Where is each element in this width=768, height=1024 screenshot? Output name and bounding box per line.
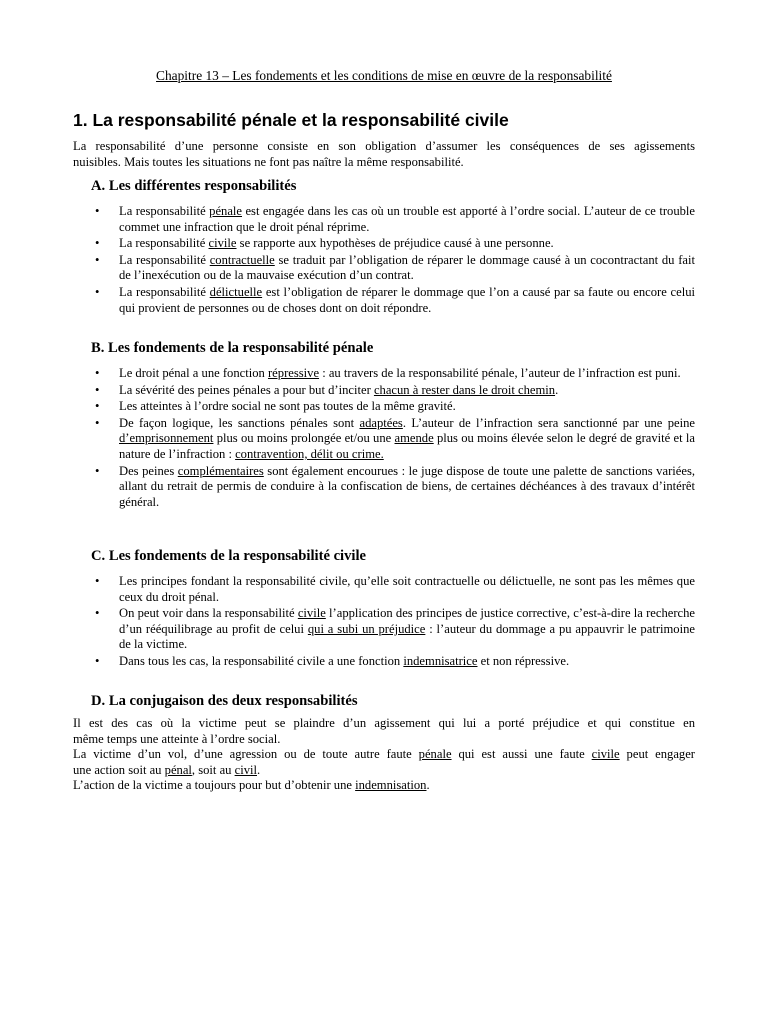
text: La responsabilité bbox=[119, 236, 209, 251]
text: . L’auteur de l’infraction sera sanctionné par une peine bbox=[402, 415, 696, 430]
text: est l’obligation de réparer le dommage que l’on a causé par sa faute ou encore celui qui provient de personnes ou de choses dont on doit répondre. bbox=[119, 284, 695, 315]
text: . bbox=[555, 382, 559, 397]
list-a bbox=[0, 204, 695, 317]
underlined-term: contractuelle bbox=[209, 252, 275, 267]
text: La responsabilité bbox=[119, 284, 210, 299]
underlined-term: délictuelle bbox=[209, 284, 263, 299]
text: La sévérité des peines pénales a pour but d’inciter bbox=[119, 382, 374, 397]
underlined-term: indemnisation bbox=[355, 778, 427, 793]
text: : au travers de la responsabilité pénale, l’auteur de l’infraction est puni. bbox=[319, 366, 681, 380]
text: et non répressive. bbox=[477, 653, 570, 668]
list-item bbox=[95, 574, 695, 605]
heading-c: C. Les fondements de la responsabilité civile bbox=[91, 548, 366, 564]
list-item bbox=[95, 204, 696, 235]
text: La responsabilité bbox=[119, 204, 210, 218]
bullet-icon: • bbox=[95, 366, 100, 380]
d-line-3 bbox=[73, 747, 695, 763]
underlined-term: répressive bbox=[267, 366, 320, 380]
d-line-5 bbox=[73, 778, 695, 794]
bullet-icon: • bbox=[95, 574, 100, 588]
underlined-term: contravention, délit ou crime. bbox=[235, 446, 384, 461]
list-item bbox=[95, 415, 696, 463]
text: qui est aussi une faute bbox=[451, 747, 592, 762]
underlined-term: indemnisatrice bbox=[403, 653, 478, 668]
text: se traduit par l’obligation de réparer le dommage causé à un cocontractant du fait de l’inexécution ou de la mauvaise exécution d’un contrat. bbox=[119, 252, 695, 283]
text: . bbox=[426, 778, 430, 793]
text: Les principes fondant la responsabilité civile, qu’elle soit contractuelle ou délictuelle, ne sont pas les mêmes que ceux du droit pénal. bbox=[119, 574, 695, 604]
heading-b: B. Les fondements de la responsabilité pénale bbox=[91, 340, 374, 356]
list-item bbox=[95, 653, 695, 670]
underlined-term: pénale bbox=[418, 747, 452, 762]
bullet-icon: • bbox=[95, 252, 100, 267]
bullet-icon: • bbox=[95, 415, 100, 430]
d-line-2: même temps une atteinte à l’ordre social. bbox=[73, 731, 281, 746]
bullet-icon: • bbox=[95, 382, 100, 397]
underlined-term: complémentaires bbox=[177, 463, 264, 478]
text: On peut voir dans la responsabilité bbox=[119, 606, 298, 621]
text: sont également encourues : le juge dispose de toute une palette de sanctions variées, allant du retrait de permis de conduire à la confiscation de biens, de certaines déchéances à des travaux d’intérêt général. bbox=[119, 463, 695, 509]
list-item bbox=[95, 382, 695, 399]
text: plus ou moins élevée selon le degré de gravité et la nature de l’infraction : bbox=[119, 431, 695, 461]
text: . bbox=[257, 762, 261, 777]
bullet-icon: • bbox=[95, 606, 100, 621]
list-c bbox=[0, 574, 695, 671]
text: Dans tous les cas, la responsabilité civile a une fonction bbox=[119, 653, 404, 668]
heading-d: D. La conjugaison des deux responsabilités bbox=[91, 693, 358, 709]
bullet-icon: • bbox=[95, 236, 100, 251]
text: peut engager bbox=[619, 747, 696, 762]
section-title: 1. La responsabilité pénale et la responsabilité civile bbox=[73, 110, 509, 130]
text: De façon logique, les sanctions pénales sont bbox=[119, 415, 360, 430]
underlined-term: pénale bbox=[209, 204, 243, 218]
list-item bbox=[95, 399, 695, 415]
intro-line-1: La responsabilité d’une personne consiste en son obligation d’assumer les conséquences de ses agissements bbox=[73, 139, 695, 153]
bullet-icon: • bbox=[95, 204, 100, 218]
text: Le droit pénal a une fonction bbox=[119, 366, 268, 380]
list-item bbox=[95, 606, 696, 653]
text: une action soit au bbox=[73, 762, 165, 777]
d-line-1: Il est des cas où la victime peut se plaindre d’un agissement qui lui a porté préjudice et qui constitue en bbox=[73, 716, 695, 730]
heading-a: A. Les différentes responsabilités bbox=[91, 178, 297, 194]
text: , soit au bbox=[191, 762, 235, 777]
list-item bbox=[95, 463, 695, 511]
text: est engagée dans les cas où un trouble est apporté à l’ordre social. L’auteur de ce trouble commet une infraction que le droit pénal réprime. bbox=[119, 204, 696, 234]
chapter-title: Chapitre 13 – Les fondements et les conditions de mise en œuvre de la responsabilité bbox=[156, 68, 612, 83]
bullet-icon: • bbox=[95, 284, 100, 299]
text: plus ou moins prolongée et/ou une bbox=[213, 431, 395, 446]
text: Les atteintes à l’ordre social ne sont pas toutes de la même gravité. bbox=[119, 399, 456, 414]
text: L’action de la victime a toujours pour but d’obtenir une bbox=[73, 778, 356, 793]
d-paragraph bbox=[73, 716, 695, 794]
underlined-term: civile bbox=[208, 236, 237, 251]
text: l’application des principes de justice corrective, c’est-à-dire la recherche d’un rééquilibrage au profit de celui bbox=[119, 606, 696, 636]
list-item bbox=[95, 366, 695, 382]
text: La victime d’un vol, d’une agression ou de toute autre faute bbox=[73, 747, 419, 762]
text: se rapporte aux hypothèses de préjudice causé à une personne. bbox=[236, 236, 554, 251]
d-line-4 bbox=[73, 763, 695, 779]
underlined-term: adaptées bbox=[359, 415, 403, 430]
list-b bbox=[0, 366, 695, 511]
underlined-term: pénal bbox=[164, 762, 192, 777]
text: Des peines bbox=[119, 463, 178, 478]
intro-paragraph bbox=[73, 139, 695, 170]
underlined-term: d’emprisonnement bbox=[119, 431, 214, 446]
underlined-term: chacun à rester dans le droit chemin bbox=[373, 382, 556, 397]
list-item bbox=[95, 252, 695, 284]
list-item bbox=[95, 236, 695, 252]
list-item bbox=[95, 284, 695, 316]
bullet-icon: • bbox=[95, 463, 100, 478]
text: : l’auteur du dommage a pu appauvrir le patrimoine de la victime. bbox=[119, 621, 695, 652]
bullet-icon: • bbox=[95, 399, 100, 414]
underlined-term: amende bbox=[394, 431, 434, 446]
text: La responsabilité bbox=[119, 252, 210, 267]
bullet-icon: • bbox=[95, 653, 100, 668]
underlined-term: civile bbox=[297, 606, 326, 621]
underlined-term: civile bbox=[591, 747, 620, 762]
underlined-term: civil bbox=[234, 762, 257, 777]
underlined-term: qui a subi un préjudice bbox=[307, 621, 426, 636]
intro-line-2: nuisibles. Mais toutes les situations ne font pas naître la même responsabilité. bbox=[73, 154, 464, 169]
